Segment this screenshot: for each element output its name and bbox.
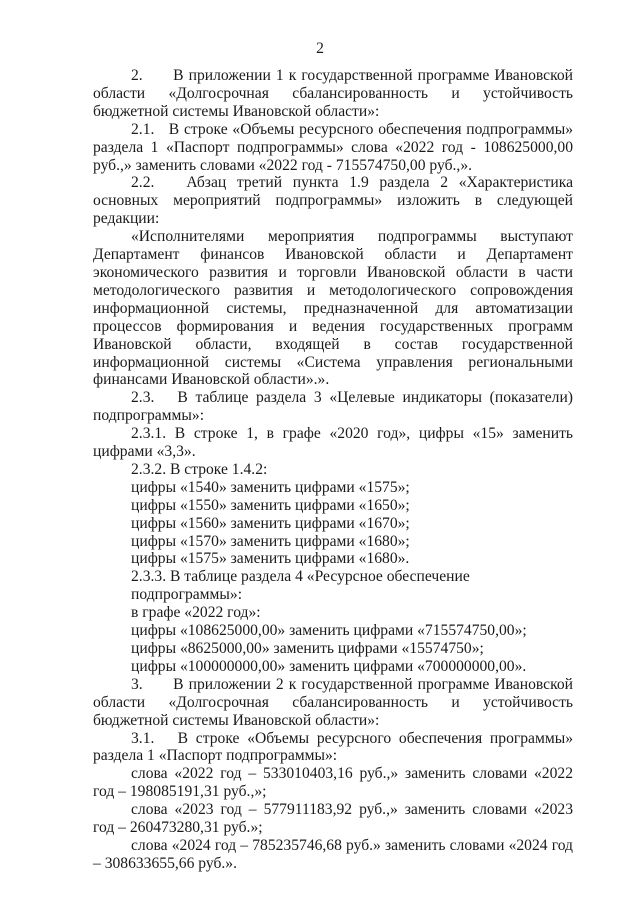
list-item: цифры «1570» заменить цифрами «1680»; <box>131 532 410 550</box>
list-item: слова «2023 год – 577911183,92 руб.,» заменить словами «2023 год – 260473280,31 руб.»; <box>93 801 573 837</box>
paragraph-2-3-1: 2.3.1. В строке 1, в графе «2020 год», цифры «15» заменить цифрами «3,3». <box>93 425 573 461</box>
paragraph-3-1: 3.1. В строке «Объемы ресурсного обеспечения программы» раздела 1 «Паспорт подпрограммы»: <box>93 729 573 765</box>
paragraph-2-3-2: 2.3.2. В строке 1.4.2: <box>131 460 268 478</box>
list-item: слова «2022 год – 533010403,16 руб.,» заменить словами «2022 год – 198085191,31 руб.,»; <box>93 765 573 801</box>
list-item: слова «2024 год – 785235746,68 руб.» заменить словами «2024 год – 308633655,66 руб.». <box>93 836 573 872</box>
quoted-paragraph: «Исполнителями мероприятия подпрограммы выступают Департамент финансов Ивановской области и Департамент экономического развития и торговли Ивановской области в части методологического развития и методологического сопровождения информационной системы, предназначенной для автоматизации процессов формирования и ведения государственных программ Ивановской области, входящей в состав государственной информационной системы «Система управления региональными финансами Ивановской области».». <box>93 228 573 389</box>
paragraph-2: 2. В приложении 1 к государственной программе Ивановской области «Долгосрочная сбалансированность и устойчивость бюджетной системы Ивановской области»: <box>93 67 573 120</box>
list-item: цифры «8625000,00» заменить цифрами «15574750»; <box>131 640 484 657</box>
page-number: 2 <box>316 40 324 57</box>
paragraph-2-1: 2.1. В строке «Объемы ресурсного обеспечения подпрограммы» раздела 1 «Паспорт подпрограммы» слова «2022 год - 108625000,00 руб.,» заменить словами «2022 год - 715574750,00 руб.,». <box>93 120 573 174</box>
document-body <box>93 67 573 873</box>
list-item: цифры «1540» заменить цифрами «1575»; <box>131 478 410 496</box>
list-item: цифры «108625000,00» заменить цифрами «715574750,00»; <box>131 622 527 640</box>
list-item: цифры «1575» заменить цифрами «1680». <box>131 550 410 568</box>
paragraph-2-3-3: 2.3.3. В таблице раздела 4 «Ресурсное обеспечение подпрограммы»: <box>131 568 470 604</box>
list-item: цифры «1550» заменить цифрами «1650»; <box>131 496 410 514</box>
list-item: в графе «2022 год»: <box>131 604 261 622</box>
paragraph-2-2: 2.2. Абзац третий пункта 1.9 раздела 2 «Характеристика основных мероприятий подпрограммы» изложить в следующей редакции: <box>93 174 573 228</box>
paragraph-2-3: 2.3. В таблице раздела 3 «Целевые индикаторы (показатели) подпрограммы»: <box>93 389 573 425</box>
list-item: цифры «1560» заменить цифрами «1670»; <box>131 514 410 532</box>
paragraph-3: 3. В приложении 2 к государственной программе Ивановской области «Долгосрочная сбалансированность и устойчивость бюджетной системы Ивановской области»: <box>93 675 573 729</box>
list-item: цифры «100000000,00» заменить цифрами «700000000,00». <box>131 657 527 675</box>
